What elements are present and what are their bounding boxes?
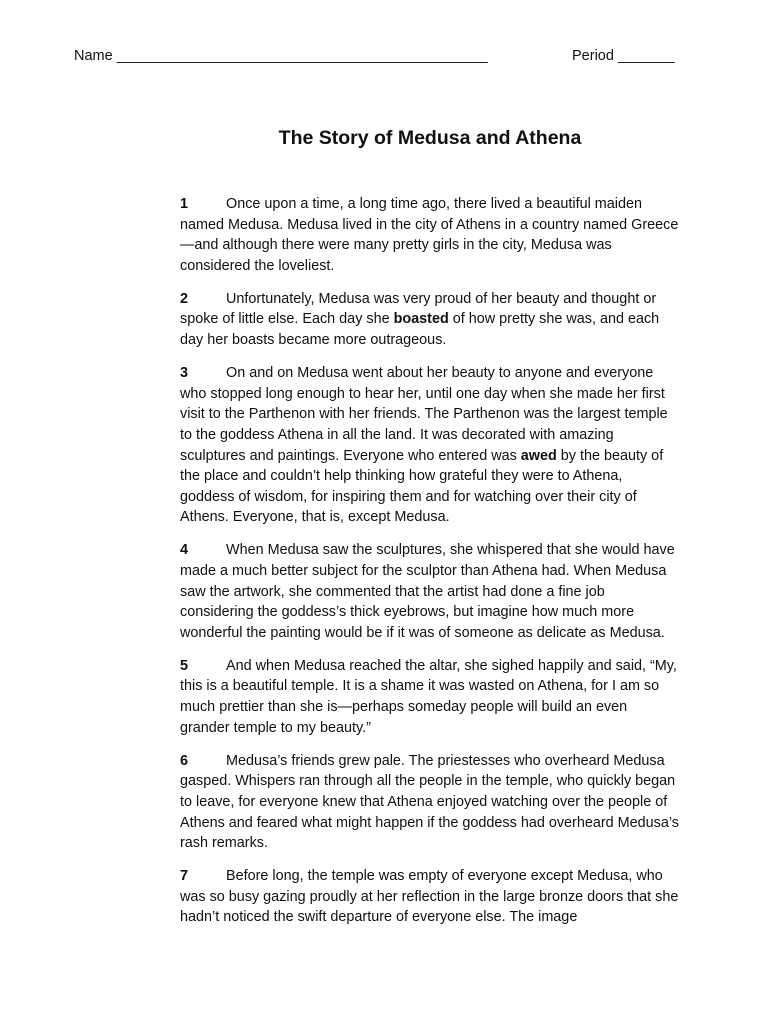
- paragraph-text: Unfortunately, Medusa was very proud of her beauty and thought or spoke of little else. Each day she: [180, 290, 657, 328]
- paragraph-number: 7: [180, 868, 189, 885]
- paragraph-number: 4: [180, 542, 189, 559]
- vocabulary-word: boasted: [393, 311, 449, 328]
- paragraph-1: [180, 194, 680, 276]
- story-body: [180, 194, 680, 941]
- paragraph-2: [180, 289, 680, 351]
- paragraph-6: [180, 751, 680, 854]
- paragraph-number: 1: [180, 196, 189, 212]
- vocabulary-word: awed: [520, 447, 557, 464]
- period-field-label: Period _______: [572, 48, 675, 64]
- paragraph-5: [180, 656, 680, 738]
- paragraph-text: And when Medusa reached the altar, she sighed happily and said, “My, this is a beautiful temple. It is a shame it was wasted on Athena, for I am so much prettier than she is—perhaps someday people will build an even grander temple to my beauty.”: [180, 657, 677, 736]
- paragraph-text: Medusa’s friends grew pale. The priestesses who overheard Medusa gasped. Whispers ran through all the people in the temple, who quickly began to leave, for everyone knew that Athena enjoyed watching over the people of Athens and feared what might happen if the goddess had overheard Medusa’s rash remarks.: [180, 752, 679, 852]
- story-title: The Story of Medusa and Athena: [278, 127, 582, 149]
- paragraph-number: 6: [180, 752, 189, 769]
- paragraph-7: [180, 866, 680, 928]
- name-field-label: Name ______________________________________________: [74, 48, 488, 64]
- paragraph-number: 2: [180, 290, 189, 307]
- worksheet-header: [74, 48, 684, 70]
- paragraph-text: Once upon a time, a long time ago, there lived a beautiful maiden named Medusa. Medusa lived in the city of Athens in a country named Greece—and although there were many pretty girls in the city, Medusa was considered the loveliest.: [180, 196, 679, 274]
- paragraph-text: On and on Medusa went about her beauty to anyone and everyone who stopped long enough to hear her, until one day when she made her first visit to the Parthenon with her friends. The Parthenon was the largest temple to the goddess Athena in all the land. It was decorated with amazing sculptures and paintings. Everyone who entered was: [180, 365, 668, 464]
- paragraph-text: of how pretty she was, and each day her boasts became more outrageous.: [180, 311, 660, 349]
- paragraph-number: 3: [180, 365, 189, 382]
- paragraph-text: When Medusa saw the sculptures, she whispered that she would have made a much better subject for the sculptor than Athena had. When Medusa saw the artwork, she commented that the artist had done a fine job considering the goddess’s thick eyebrows, but imagine how much more wonderful the painting would be if it was of someone as delicate as Medusa.: [180, 542, 675, 641]
- paragraph-text: Before long, the temple was empty of everyone except Medusa, who was so busy gazing proudly at her reflection in the large bronze doors that she hadn’t noticed the swift departure of everyone else. The image: [180, 868, 679, 926]
- paragraph-number: 5: [180, 657, 189, 674]
- paragraph-3: [180, 363, 680, 528]
- paragraph-text: by the beauty of the place and couldn’t help thinking how grateful they were to Athena, goddess of wisdom, for inspiring them and for watching over their city of Athens. Everyone, that is, except Medusa.: [180, 447, 664, 526]
- paragraph-4: [180, 540, 680, 643]
